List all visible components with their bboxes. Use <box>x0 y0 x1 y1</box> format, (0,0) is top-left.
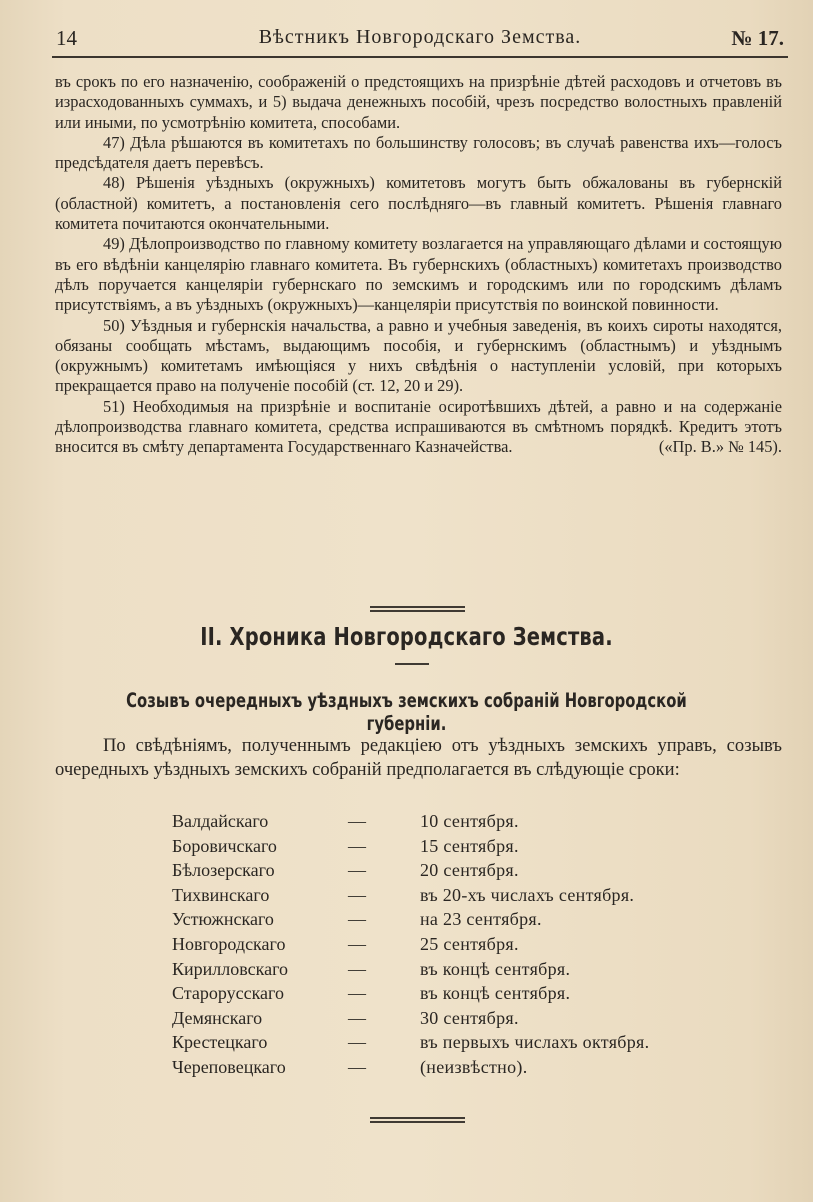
dash: — <box>348 811 366 831</box>
session-date: въ первыхъ числахъ октября. <box>420 1032 650 1053</box>
dash: — <box>348 958 366 979</box>
dash: — <box>348 909 366 930</box>
article-47: 47) Дѣла рѣшаются въ комитетахъ по большинству голосовъ; въ случаѣ равенства ихъ—голосъ предсѣдателя даетъ перевѣсъ. <box>55 132 782 173</box>
district-name: Старорусскаго <box>172 983 284 1004</box>
section-separator <box>370 606 465 614</box>
journal-title: Вѣстникъ Новгородскаго Земства. <box>258 26 582 48</box>
section-subtitle: Созывъ очередныхъ уѣздныхъ земскихъ собраній Новгородской губерніи. <box>126 689 687 735</box>
district-name: Череповецкаго <box>172 1056 286 1077</box>
article-50: 50) Уѣздныя и губернскія начальства, а равно и учебныя заведенія, въ коихъ сироты находятся, обязаны сообщать мѣстамъ, выдающимъ пособія, и губернскимъ (областнымъ) и уѣзднымъ (окружнымъ) комитетамъ имѣющіяся у нихъ свѣдѣнія о наступленіи условій, при которыхъ прекращается право на полученіе пособій (ст. 12, 20 и 29). <box>55 315 782 396</box>
title-underline <box>395 663 429 665</box>
section-title: II. Хроника Новгородскаго Земства. <box>200 622 613 651</box>
session-date: въ концѣ сентября. <box>420 983 571 1004</box>
district-name: Валдайскаго <box>172 811 269 831</box>
session-date: 10 сентября. <box>420 811 519 831</box>
district-name: Крестецкаго <box>172 1032 268 1053</box>
dash: — <box>348 835 366 856</box>
session-date: 15 сентября. <box>420 835 519 856</box>
closing-separator <box>370 1117 465 1125</box>
session-date: въ концѣ сентября. <box>420 958 571 979</box>
page-number: 14 <box>56 26 77 50</box>
district-name: Бѣлозерскаго <box>172 860 275 881</box>
dash: — <box>348 1056 366 1077</box>
dash: — <box>348 884 366 905</box>
district-name: Тихвинскаго <box>172 884 270 905</box>
dash: — <box>348 860 366 881</box>
chronicle-lead <box>55 734 782 781</box>
statute-text <box>55 72 782 458</box>
district-name: Боровичскаго <box>172 835 277 856</box>
session-date: на 23 сентября. <box>420 909 542 930</box>
article-48: 48) Рѣшенія уѣздныхъ (окружныхъ) комитетовъ могутъ быть обжалованы въ губернскій (областной) комитетъ, а постановленія сего послѣдняго—въ главный комитетъ. Рѣшенія главнаго комитета почитаются окончательными. <box>55 173 782 234</box>
lead-paragraph: По свѣдѣніямъ, полученнымъ редакціею отъ уѣздныхъ земскихъ управъ, созывъ очередныхъ уѣздныхъ земскихъ собраній предполагается въ слѣдующіе сроки: <box>55 735 782 780</box>
article-49: 49) Дѣлопроизводство по главному комитету возлагается на управляющаго дѣлами и состоящую въ его вѣдѣніи канцелярію главнаго комитета. Въ губернскихъ (областныхъ) комитетахъ производство дѣлъ поручается канцеляріи губернскаго по земскимъ и городскимъ или по городскимъ дѣламъ присутствіямъ, а въ уѣздныхъ (окружныхъ)—канцеляріи присутствія по воинской повинности. <box>55 234 782 315</box>
session-date: 20 сентября. <box>420 860 519 881</box>
session-date: 25 сентября. <box>420 933 519 954</box>
running-header <box>56 26 784 56</box>
district-name: Демянскаго <box>172 1007 263 1028</box>
issue-number: № 17. <box>731 26 784 50</box>
district-name: Устюжнскаго <box>172 909 274 930</box>
article-51-text: 51) Необходимыя на призрѣніе и воспитаніе осиротѣвшихъ дѣтей, а равно и на содержаніе дѣлопроизводства главнаго комитета, средства испрашиваются въ смѣтномъ порядкѣ. Кредитъ этотъ вносится въ смѣту департамента Государственнаго Казначейства. <box>55 396 782 457</box>
dash: — <box>348 1007 366 1028</box>
session-date: 30 сентября. <box>420 1007 519 1028</box>
header-rule <box>52 56 788 58</box>
article-51 <box>55 397 782 458</box>
district-name: Новгородскаго <box>172 933 286 954</box>
session-date: (неизвѣстно). <box>420 1056 528 1077</box>
dash: — <box>348 933 366 954</box>
dash: — <box>348 983 366 1004</box>
district-name: Кирилловскаго <box>172 958 289 979</box>
paragraph-continuation: въ срокъ по его назначенію, соображеній о предстоящихъ на призрѣніе дѣтей расходовъ и отчетовъ въ израсходованныхъ суммахъ, и 5) выдача денежныхъ пособій, чрезъ посредство волостныхъ правленій или иными, по усмотрѣнію комитета, способами. <box>55 72 782 132</box>
source-citation: («Пр. В.» № 145). <box>658 437 782 457</box>
session-date: въ 20-хъ числахъ сентября. <box>420 884 635 905</box>
dash: — <box>348 1032 366 1053</box>
